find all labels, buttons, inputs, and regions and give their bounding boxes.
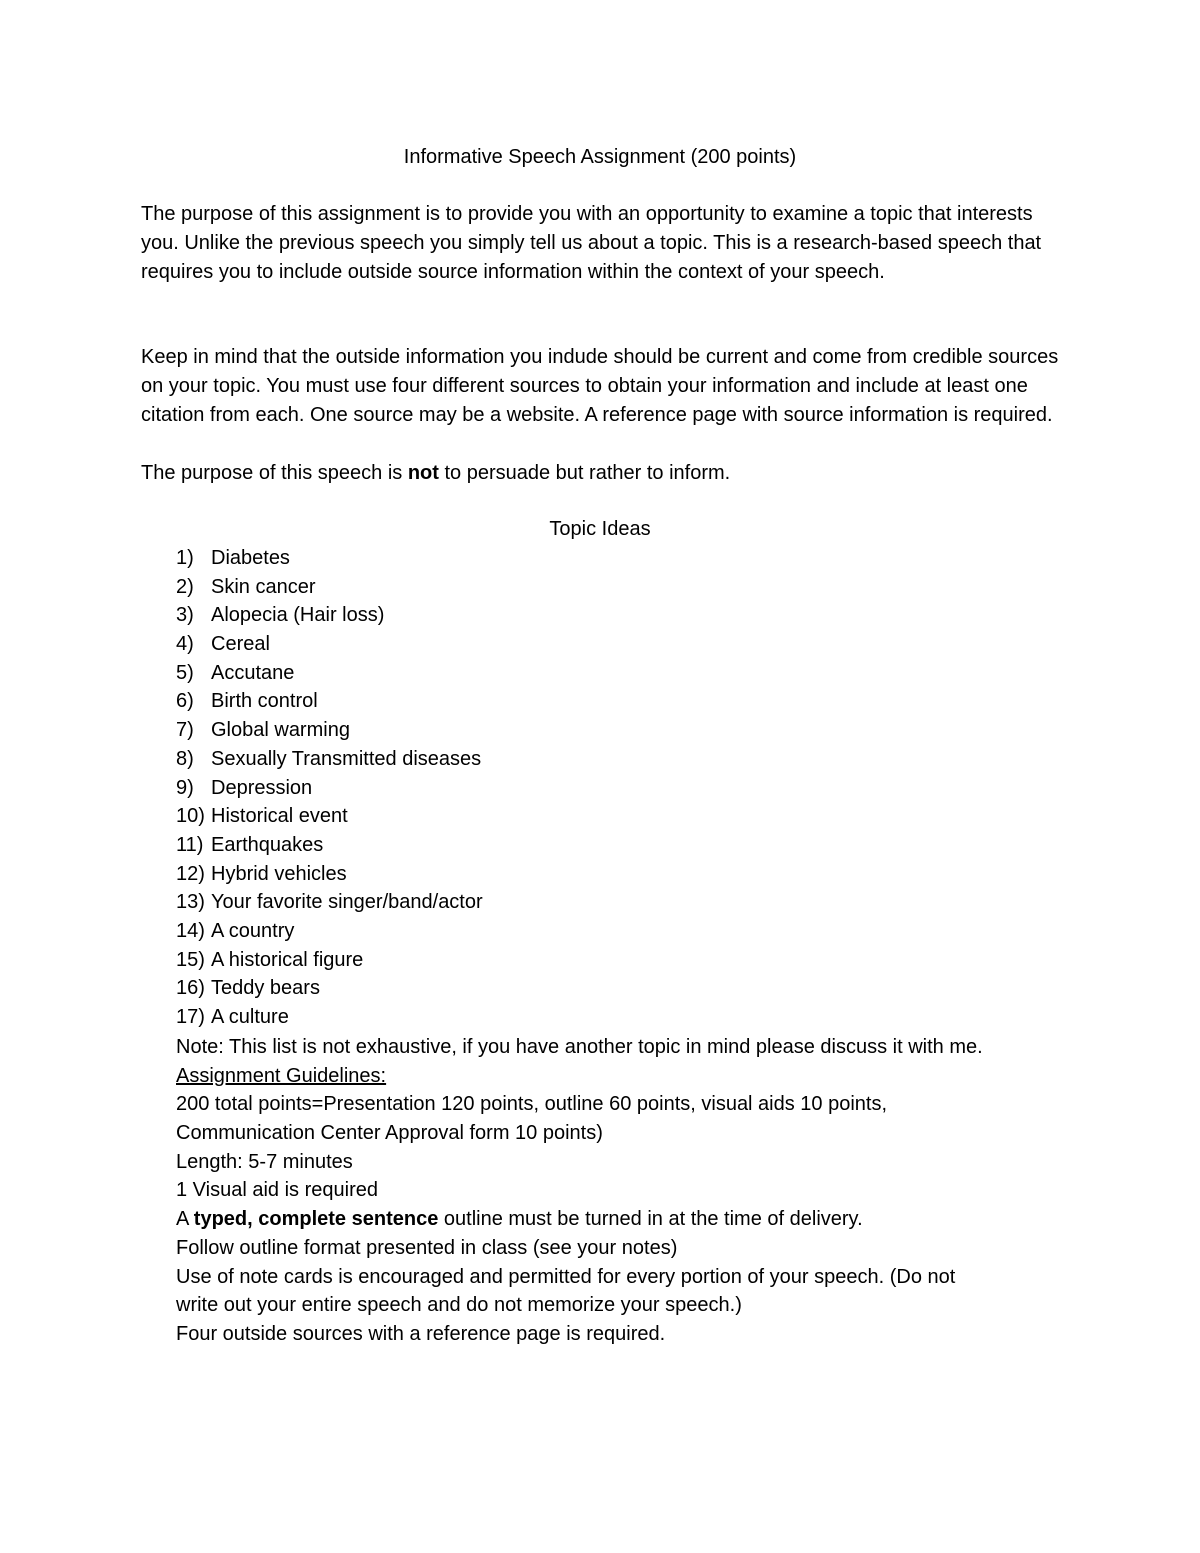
list-item [176, 974, 483, 1003]
list-item-number: 17) [176, 1006, 205, 1028]
inform-paragraph [141, 459, 1061, 488]
list-item-number: 12) [176, 862, 205, 885]
list-item-number: 16) [176, 977, 205, 1000]
list-item [176, 745, 483, 774]
notecards-line-2: write out your entire speech and do not memorize your speech.) [176, 1294, 742, 1317]
inform-text-bold: not [407, 462, 439, 484]
inform-text-after: to persuade but rather to inform. [438, 462, 731, 484]
list-item-label: Birth control [211, 690, 318, 713]
inform-text-before: The purpose of this speech is [141, 462, 408, 484]
format-line: Follow outline format presented in class (see your notes) [176, 1236, 678, 1259]
list-item [176, 659, 483, 688]
list-item-label: A historical figure [211, 948, 364, 971]
outline-line [176, 1205, 1076, 1234]
guidelines-heading: Assignment Guidelines: [176, 1064, 387, 1087]
list-item-label: Depression [211, 776, 313, 799]
purpose-paragraph: The purpose of this assignment is to provide you with an opportunity to examine a topic that interests you. Unlike the previous speech you simply tell us about a topic. This is a research-based speech that requires you to include outside source information within the context of your speech. [141, 203, 1042, 283]
list-item-number: 9) [176, 776, 194, 799]
list-item-label: Global warming [211, 719, 350, 742]
list-item [176, 802, 483, 831]
list-item-number: 1) [176, 547, 194, 569]
list-item-number: 5) [176, 661, 194, 684]
outline-text-bold: typed, complete sentence [193, 1208, 439, 1231]
list-item-number: 6) [176, 690, 194, 713]
topic-ideas-heading: Topic Ideas [549, 518, 651, 540]
topic-list [176, 544, 483, 1032]
list-item-number: 10) [176, 805, 205, 828]
list-item-label: Diabetes [211, 547, 290, 569]
list-item [176, 630, 483, 659]
list-item-label: A country [211, 919, 295, 942]
list-item-label: Historical event [211, 805, 348, 828]
list-item [176, 774, 483, 803]
list-item [176, 917, 483, 946]
list-item [176, 544, 483, 573]
sources-line: Four outside sources with a reference page is required. [176, 1322, 666, 1345]
list-item-label: Earthquakes [211, 833, 324, 856]
list-item-label: Sexually Transmitted diseases [211, 747, 482, 770]
points-line-1: 200 total points=Presentation 120 points, outline 60 points, visual aids 10 points, [176, 1093, 888, 1116]
guidelines-section [176, 1033, 1076, 1349]
list-item-label: Your favorite singer/band/actor [211, 891, 483, 914]
list-item-number: 15) [176, 948, 205, 971]
outline-text-before: A [176, 1208, 194, 1231]
list-item [176, 601, 483, 630]
list-item [176, 831, 483, 860]
list-item-label: Skin cancer [211, 575, 316, 598]
list-item-label: Accutane [211, 661, 295, 684]
list-item [176, 860, 483, 889]
list-item-label: Cereal [211, 633, 270, 656]
list-item-label: A culture [211, 1006, 289, 1028]
visual-aid-line: 1 Visual aid is required [176, 1179, 378, 1202]
list-item-number: 14) [176, 919, 205, 942]
list-item-number: 11) [176, 833, 204, 856]
list-item-number: 13) [176, 891, 205, 914]
list-item-number: 7) [176, 719, 194, 742]
list-item [176, 946, 483, 975]
list-note: Note: This list is not exhaustive, if you have another topic in mind please discuss it with me. [176, 1036, 983, 1058]
list-item-label: Hybrid vehicles [211, 862, 347, 885]
list-item-label: Alopecia (Hair loss) [211, 604, 385, 627]
sources-paragraph: Keep in mind that the outside information you indude should be current and come from credible sources on your topic. You must use four different sources to obtain your information and include at least one citation from each. One source may be a website. A reference page with source information is required. [141, 346, 1059, 426]
notecards-line-1: Use of note cards is encouraged and permitted for every portion of your speech. (Do not [176, 1265, 956, 1288]
list-item-number: 8) [176, 747, 194, 770]
list-item [176, 573, 483, 602]
list-item-number: 4) [176, 633, 194, 656]
list-item-number: 3) [176, 604, 194, 627]
list-item [176, 687, 483, 716]
outline-text-after: outline must be turned in at the time of delivery. [438, 1208, 863, 1231]
points-line-2: Communication Center Approval form 10 points) [176, 1122, 603, 1145]
length-line: Length: 5-7 minutes [176, 1150, 353, 1173]
list-item [176, 1003, 483, 1032]
list-item [176, 888, 483, 917]
document-title: Informative Speech Assignment (200 points) [403, 146, 797, 168]
list-item-label: Teddy bears [211, 977, 320, 1000]
list-item-number: 2) [176, 575, 194, 598]
list-item [176, 716, 483, 745]
